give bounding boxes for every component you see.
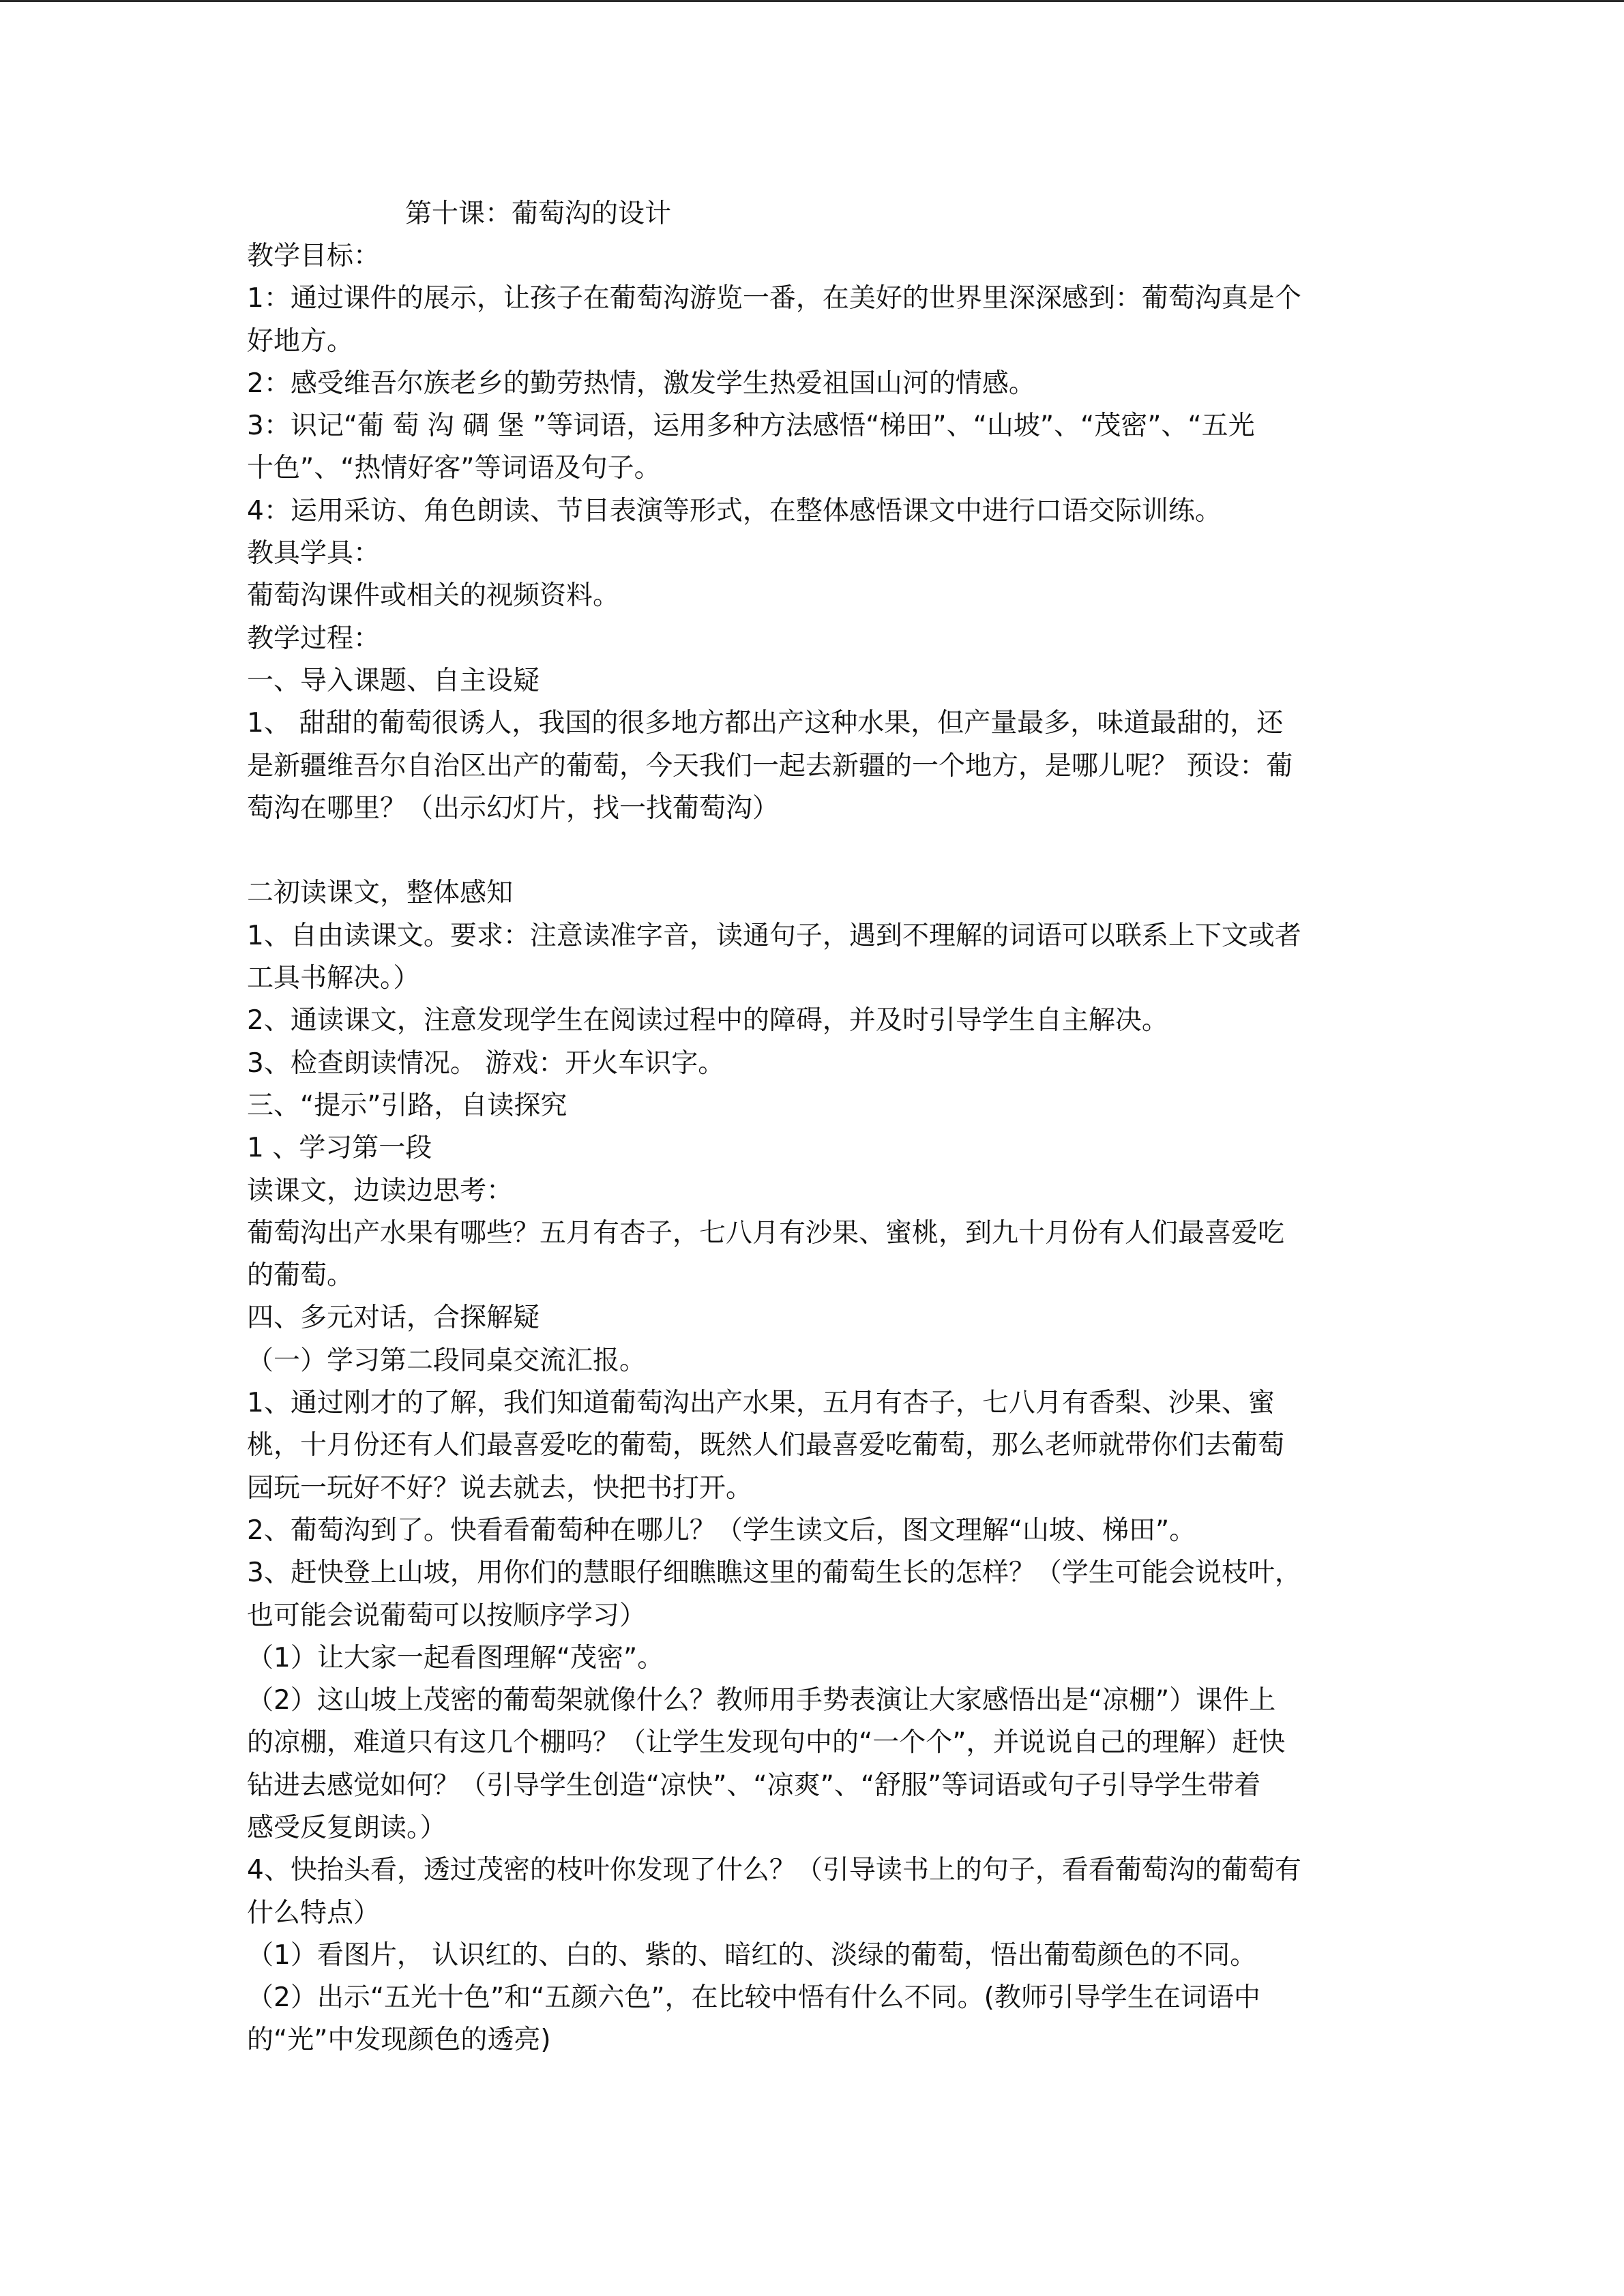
- text-line: 是新疆维吾尔自治区出产的葡萄，今天我们一起去新疆的一个地方，是哪儿呢？ 预设：葡: [247, 750, 1293, 781]
- text-line: 一、导入课题、自主设疑: [247, 665, 540, 696]
- text-line: 1、自由读课文。要求：注意读准字音，读通句子，遇到不理解的词语可以联系上下文或者: [247, 920, 1301, 951]
- text-line: 二初读课文，整体感知: [247, 878, 514, 909]
- text-line: （一）学习第二段同桌交流汇报。: [247, 1345, 647, 1376]
- text-line: 的葡萄。: [247, 1260, 354, 1292]
- text-line: 的凉棚，难道只有这几个棚吗？（让学生发现句中的“一个个”，并说说自己的理解）赶快: [247, 1727, 1286, 1759]
- text-line: 园玩一玩好不好？说去就去，快把书打开。: [247, 1472, 753, 1504]
- text-line: （2）这山坡上茂密的葡萄架就像什么？教师用手势表演让大家感悟出是“凉棚”）课件上: [247, 1685, 1276, 1716]
- text-line: （1）看图片， 认识红的、白的、紫的、暗红的、淡绿的葡萄，悟出葡萄颜色的不同。: [247, 1939, 1257, 1971]
- page-top-rule: [0, 0, 1624, 2]
- text-line: 教学过程：: [247, 623, 381, 654]
- text-line: 的“光”中发现颜色的透亮): [247, 2025, 551, 2056]
- document-title: 第十课：葡萄沟的设计: [405, 198, 672, 229]
- text-line: 钻进去感觉如何？（引导学生创造“凉快”、“凉爽”、“舒服”等词语或句子引导学生带着: [247, 1770, 1261, 1801]
- text-line: 也可能会说葡萄可以按顺序学习）: [247, 1600, 647, 1631]
- text-line: 1：通过课件的展示，让孩子在葡萄沟游览一番，在美好的世界里深深感到：葡萄沟真是个: [247, 283, 1301, 314]
- text-line: （2）出示“五光十色”和“五颜六色”，在比较中悟有什么不同。(教师引导学生在词语中: [247, 1982, 1260, 2014]
- blank-line: [247, 830, 1393, 872]
- text-line: 工具书解决。）: [247, 963, 420, 994]
- text-line: 2：感受维吾尔族老乡的勤劳热情，激发学生热爱祖国山河的情感。: [247, 368, 1035, 399]
- text-line: （1）让大家一起看图理解“茂密”。: [247, 1642, 664, 1673]
- text-line: 1 、学习第一段: [247, 1133, 432, 1164]
- text-line: 教学目标：: [247, 241, 381, 271]
- text-line: 1、 甜甜的葡萄很诱人，我国的很多地方都出产这种水果，但产量最多，味道最甜的，还: [247, 708, 1284, 739]
- text-line: 四、多元对话，合探解疑: [247, 1302, 540, 1334]
- text-line: 3、检查朗读情况。 游戏：开火车识字。: [247, 1047, 725, 1079]
- text-line: 什么特点）: [247, 1897, 381, 1928]
- text-line: 2、通读课文，注意发现学生在阅读过程中的障碍，并及时引导学生自主解决。: [247, 1005, 1168, 1037]
- text-line: 4、快抬头看，透过茂密的枝叶你发现了什么？（引导读书上的句子，看看葡萄沟的葡萄有: [247, 1855, 1301, 1886]
- text-line: 3、赶快登上山坡，用你们的慧眼仔细瞧瞧这里的葡萄生长的怎样？（学生可能会说枝叶，: [247, 1557, 1301, 1589]
- text-line: 葡萄沟课件或相关的视频资料。: [247, 580, 620, 612]
- text-line: 3：识记“葡 萄 沟 碉 堡 ”等词语，运用多种方法感悟“梯田”、“山坡”、“茂密”、“五光: [247, 411, 1255, 442]
- text-line: 葡萄沟出产水果有哪些？五月有杏子，七八月有沙果、蜜桃，到九十月份有人们最喜爱吃: [247, 1217, 1285, 1249]
- text-line: 好地方。: [247, 325, 354, 357]
- text-line: 1、通过刚才的了解，我们知道葡萄沟出产水果，五月有杏子，七八月有香梨、沙果、蜜: [247, 1388, 1275, 1419]
- document-page: [247, 193, 1393, 2062]
- text-line: 4：运用采访、角色朗读、节目表演等形式，在整体感悟课文中进行口语交际训练。: [247, 495, 1222, 526]
- text-line: 桃，十月份还有人们最喜爱吃的葡萄，既然人们最喜爱吃葡萄，那么老师就带你们去葡萄: [247, 1430, 1285, 1461]
- text-line: 三、“提示”引路，自读探究: [247, 1090, 567, 1121]
- text-line: 萄沟在哪里？（出示幻灯片，找一找葡萄沟）: [247, 792, 780, 824]
- document-body: [247, 235, 1393, 2062]
- text-line: 教具学具：: [247, 538, 381, 569]
- text-line: 2、葡萄沟到了。快看看葡萄种在哪儿？（学生读文后，图文理解“山坡、梯田”。: [247, 1515, 1196, 1546]
- text-line: 十色”、“热情好客”等词语及句子。: [247, 453, 661, 484]
- text-line: 读课文，边读边思考：: [247, 1175, 514, 1206]
- text-line: 感受反复朗读。）: [247, 1812, 447, 1843]
